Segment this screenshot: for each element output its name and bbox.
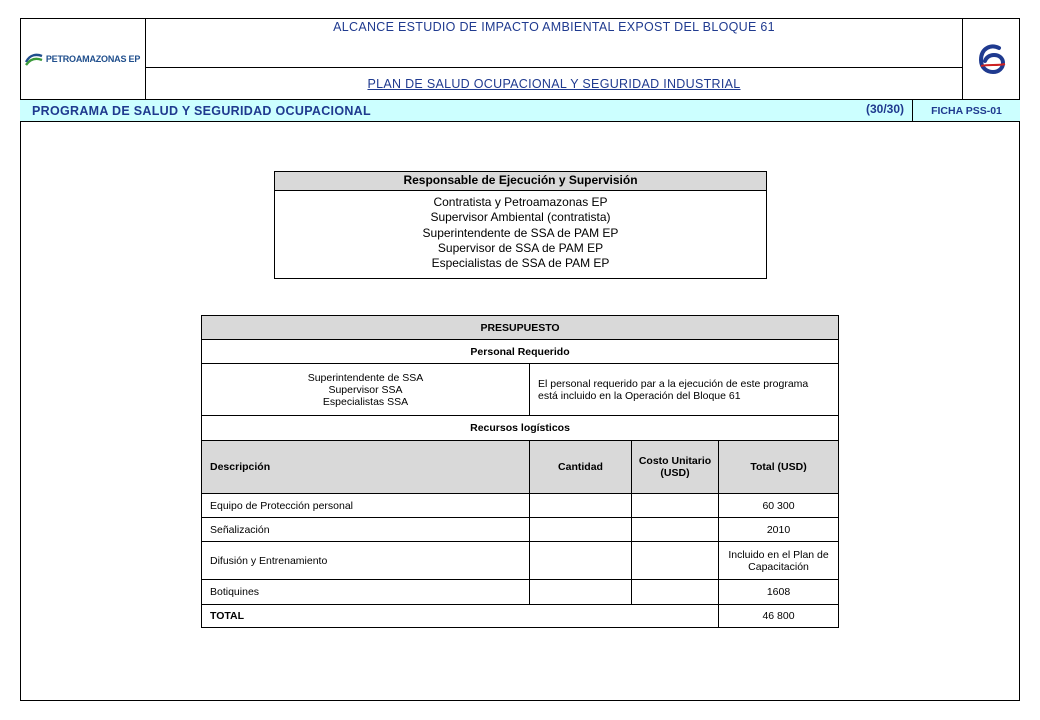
personal-roles [202, 364, 530, 416]
personal-row [202, 364, 839, 416]
table-row [202, 494, 839, 518]
row-unit-cost [632, 494, 719, 518]
company-mark-icon [975, 42, 1009, 76]
company-mark-cell [962, 18, 1020, 99]
logo-cell [20, 18, 146, 99]
row-total: 1608 [719, 580, 839, 605]
responsable-item: Contratista y Petroamazonas EP [433, 195, 608, 209]
budget-title-row [202, 316, 839, 340]
table-row [202, 542, 839, 580]
plan-subtitle: PLAN DE SALUD OCUPACIONAL Y SEGURIDAD INDUSTRIAL [367, 77, 741, 91]
row-quantity [530, 518, 632, 542]
column-header: Cantidad [530, 441, 632, 494]
row-quantity [530, 542, 632, 580]
row-quantity [530, 580, 632, 605]
personal-note: El personal requerido par a la ejecución de este programa está incluido en la Operación del Bloque 61 [530, 364, 839, 416]
column-header-row [202, 441, 839, 494]
row-total: Incluido en el Plan de Capacitación [719, 542, 839, 580]
budget-table [201, 315, 839, 628]
total-row [202, 605, 839, 628]
responsable-item: Superintendente de SSA de PAM EP [422, 225, 619, 240]
petroamazonas-logo [25, 51, 140, 67]
program-band [20, 99, 913, 122]
document-title: ALCANCE ESTUDIO DE IMPACTO AMBIENTAL EXPOST DEL BLOQUE 61 [146, 18, 962, 68]
personal-role: Superintendente de SSA [307, 371, 424, 384]
row-description: Señalización [202, 518, 530, 542]
responsable-item: Supervisor Ambiental (contratista) [430, 210, 611, 225]
responsable-item: Supervisor de SSA de PAM EP [437, 240, 604, 255]
responsable-box [274, 171, 767, 279]
logo-text: PETROAMAZONAS EP [45, 53, 141, 64]
row-unit-cost [632, 518, 719, 542]
row-quantity [530, 494, 632, 518]
personal-role: Especialistas SSA [322, 395, 409, 408]
responsable-list [275, 191, 766, 271]
total-value: 46 800 [719, 605, 839, 628]
responsable-item: Especialistas de SSA de PAM EP [431, 256, 610, 271]
logistics-title-row [202, 416, 839, 441]
table-row [202, 580, 839, 605]
row-unit-cost [632, 580, 719, 605]
row-total: 2010 [719, 518, 839, 542]
row-description: Equipo de Protección personal [202, 494, 530, 518]
personal-title-row [202, 340, 839, 364]
row-description: Botiquines [202, 580, 530, 605]
budget-title: PRESUPUESTO [202, 316, 839, 340]
program-title: PROGRAMA DE SALUD Y SEGURIDAD OCUPACIONAL [32, 104, 371, 118]
ficha-code: FICHA PSS-01 [913, 99, 1020, 122]
page-number: (30/30) [865, 102, 904, 116]
petroamazonas-wave-icon [25, 51, 43, 67]
column-header: Descripción [202, 441, 530, 494]
total-label: TOTAL [202, 605, 719, 628]
row-unit-cost [632, 542, 719, 580]
personal-role: Supervisor SSA [328, 383, 403, 396]
responsable-title: Responsable de Ejecución y Supervisión [275, 172, 766, 191]
column-header: Total (USD) [719, 441, 839, 494]
table-row [202, 518, 839, 542]
row-total: 60 300 [719, 494, 839, 518]
column-header: Costo Unitario (USD) [632, 441, 719, 494]
personal-title: Personal Requerido [202, 340, 839, 364]
row-description: Difusión y Entrenamiento [202, 542, 530, 580]
logistics-title: Recursos logísticos [202, 416, 839, 441]
